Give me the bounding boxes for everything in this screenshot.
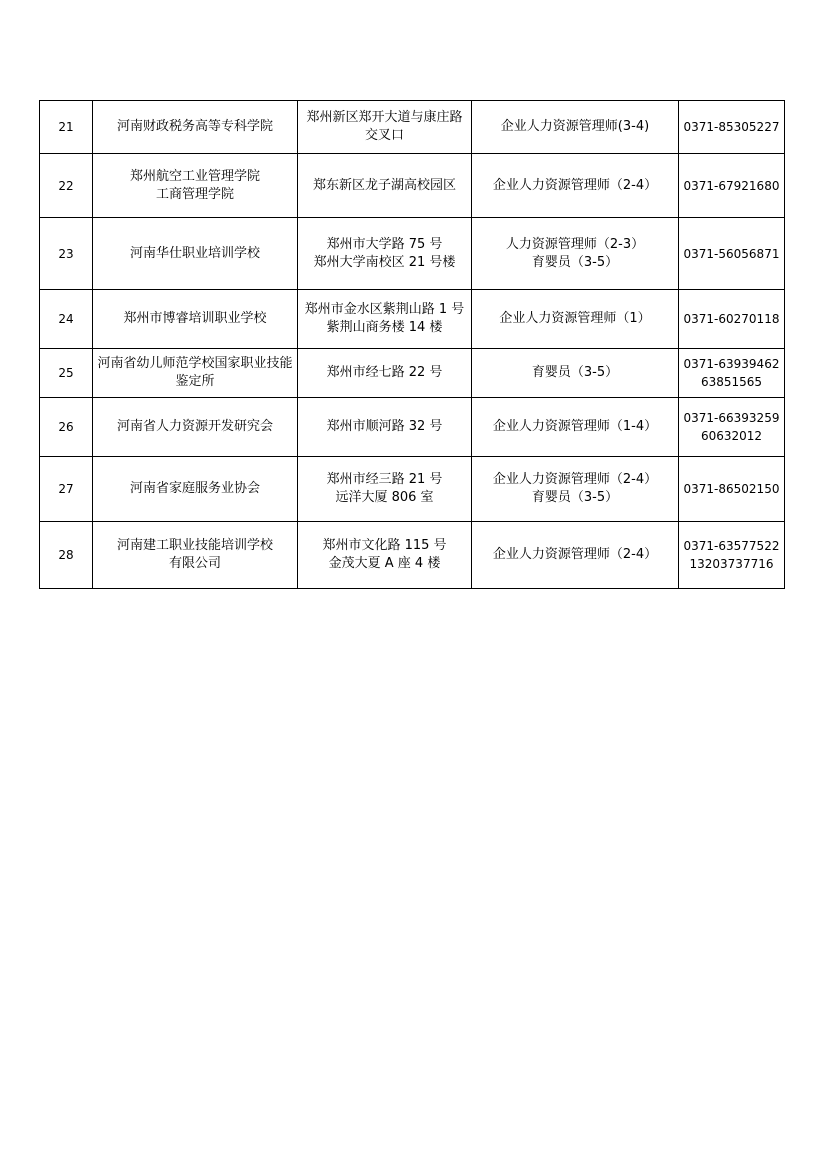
- table-row: [40, 349, 785, 398]
- institution-name: 河南省人力资源开发研究会: [93, 398, 298, 457]
- contact-phone: 0371-63577522 13203737716: [679, 522, 785, 589]
- institution-address: 郑州市顺河路 32 号: [298, 398, 472, 457]
- contact-phone: 0371-60270118: [679, 290, 785, 349]
- row-number: 27: [40, 457, 93, 522]
- institution-name: 河南财政税务高等专科学院: [93, 101, 298, 154]
- training-program: 企业人力资源管理师（2-4）: [472, 522, 679, 589]
- row-number: 25: [40, 349, 93, 398]
- training-program: 育婴员（3-5）: [472, 349, 679, 398]
- training-program: 企业人力资源管理师（1）: [472, 290, 679, 349]
- table-row: [40, 154, 785, 218]
- contact-phone: 0371-56056871: [679, 218, 785, 290]
- table-row: [40, 101, 785, 154]
- training-program: 人力资源管理师（2-3） 育婴员（3-5）: [472, 218, 679, 290]
- row-number: 23: [40, 218, 93, 290]
- row-number: 22: [40, 154, 93, 218]
- institution-name: 河南省家庭服务业协会: [93, 457, 298, 522]
- row-number: 24: [40, 290, 93, 349]
- table-row: [40, 522, 785, 589]
- training-program: 企业人力资源管理师（2-4） 育婴员（3-5）: [472, 457, 679, 522]
- table-row: [40, 290, 785, 349]
- contact-phone: 0371-85305227: [679, 101, 785, 154]
- institution-name: 河南省幼儿师范学校国家职业技能鉴定所: [93, 349, 298, 398]
- institution-address: 郑州市文化路 115 号 金茂大夏 A 座 4 楼: [298, 522, 472, 589]
- table-row: [40, 457, 785, 522]
- contact-phone: 0371-63939462 63851565: [679, 349, 785, 398]
- institution-name: 河南华仕职业培训学校: [93, 218, 298, 290]
- table-row: [40, 218, 785, 290]
- contact-phone: 0371-66393259 60632012: [679, 398, 785, 457]
- institution-address: 郑州新区郑开大道与康庄路交叉口: [298, 101, 472, 154]
- row-number: 28: [40, 522, 93, 589]
- institution-address: 郑东新区龙子湖高校园区: [298, 154, 472, 218]
- institution-address: 郑州市经七路 22 号: [298, 349, 472, 398]
- institution-address: 郑州市经三路 21 号 远洋大厦 806 室: [298, 457, 472, 522]
- contact-phone: 0371-67921680: [679, 154, 785, 218]
- row-number: 21: [40, 101, 93, 154]
- row-number: 26: [40, 398, 93, 457]
- institution-name: 郑州航空工业管理学院 工商管理学院: [93, 154, 298, 218]
- institution-address: 郑州市大学路 75 号 郑州大学南校区 21 号楼: [298, 218, 472, 290]
- contact-phone: 0371-86502150: [679, 457, 785, 522]
- training-program: 企业人力资源管理师（1-4）: [472, 398, 679, 457]
- institution-table: [39, 100, 785, 589]
- training-program: 企业人力资源管理师（2-4）: [472, 154, 679, 218]
- training-program: 企业人力资源管理师(3-4): [472, 101, 679, 154]
- institution-name: 郑州市博睿培训职业学校: [93, 290, 298, 349]
- institution-address: 郑州市金水区紫荆山路 1 号紫荆山商务楼 14 楼: [298, 290, 472, 349]
- table-row: [40, 398, 785, 457]
- institution-name: 河南建工职业技能培训学校 有限公司: [93, 522, 298, 589]
